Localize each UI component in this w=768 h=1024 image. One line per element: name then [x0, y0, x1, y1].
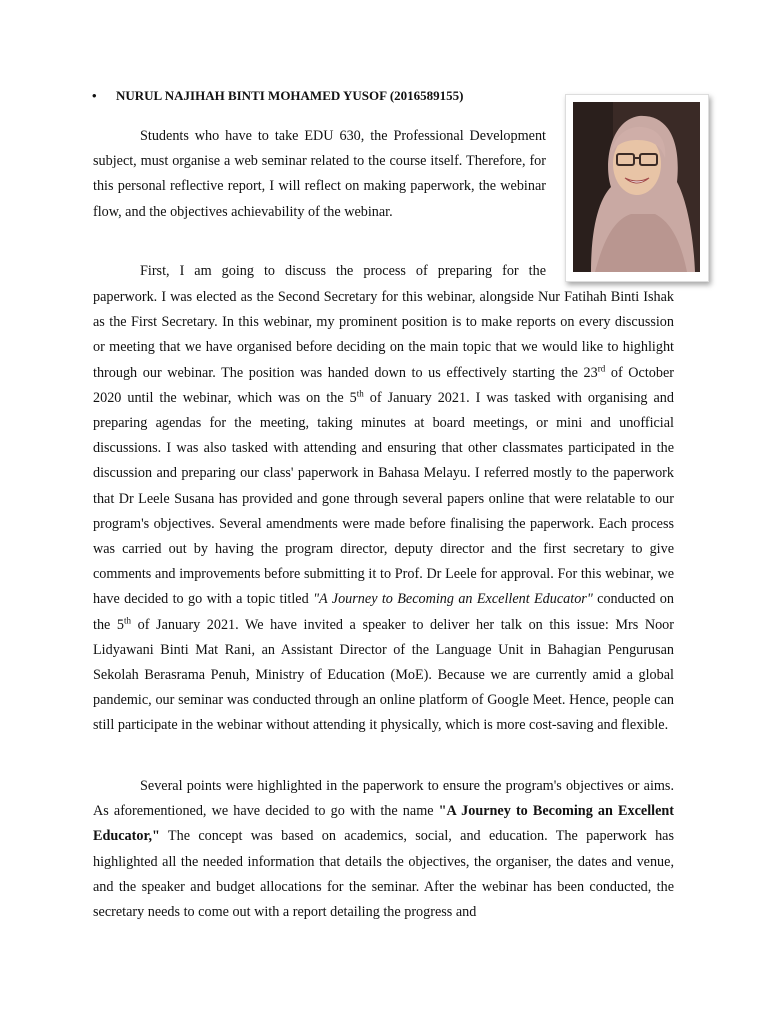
webinar-title-italic: "A Journey to Becoming an Excellent Educator" [313, 591, 593, 608]
author-heading-text: NURUL NAJIHAH BINTI MOHAMED YUSOF (2016589155) [116, 88, 464, 103]
superscript-th-1: th [356, 388, 364, 399]
paragraph-2 [93, 285, 674, 739]
paragraph-3-part-b: The concept was based on academics, social, and education. The paperwork has highlighted all the needed information that details the objectives, the organiser, the dates and venue, and the speaker and budget allocations for the seminar. After the webinar has been conducted, the secretary needs to come out with a report detailing the progress and [93, 828, 674, 921]
paragraph-2-part-a: paperwork. I was elected as the Second Secretary for this webinar, alongside Nur Fatihah Binti Ishak as the First Secretary. In this webinar, my prominent position is to make reports on every discussion or meeting that we have organised before deciding on the main topic that we would like to highlight through our webinar. The position was handed down to us effectively starting the 23 [93, 289, 674, 381]
bullet-icon: • [92, 88, 97, 103]
paragraph-3 [93, 774, 674, 925]
superscript-th-2: th [124, 614, 132, 625]
paragraph-2-part-e: of January 2021. We have invited a speaker to deliver her talk on this issue: Mrs Noor Lidyawani Binti Mat Rani, an Assistant Director of the Language Unit in Bahagian Pengurusan Sekolah Berasrama Penuh, Ministry of Education (MoE). Because we are currently amid a global pandemic, our seminar was conducted through an online platform of Google Meet. Hence, people can still participate in the webinar without attending it physically, which is more cost-saving and flexible. [93, 616, 674, 734]
paragraph-2-first-line [93, 259, 546, 284]
author-heading [92, 88, 464, 104]
paragraph-2-first-line-text: First, I am going to discuss the process of preparing for the [140, 263, 546, 279]
paragraph-2-body [93, 285, 674, 739]
paragraph-2-part-b: of October 2020 until the webinar, which was on the 5 [93, 364, 674, 406]
superscript-rd: rd [597, 362, 606, 373]
paragraph-2-part-c: of January 2021. I was tasked with organising and preparing agendas for the meeting, taking minutes at board meetings, or mini and unofficial discussions. I was also tasked with attending and ensuring that other classmates participated in the discussion and preparing our class' paperwork in Bahasa Melayu. I referred mostly to the paperwork that Dr Leele Susana has provided and gone through several papers online that were relatable to our program's objectives. Several amendments were made before finalising the paperwork. Each process was carried out by having the program director, deputy director and the first secretary to give comments and improvements before submitting it to Prof. Dr Leele for approval. For this webinar, we have decided to go with a topic titled [93, 389, 674, 608]
portrait-photo-icon [573, 102, 700, 272]
paragraph-1-text: Students who have to take EDU 630, the Professional Development subject, must organise a web seminar related to the course itself. Therefore, for this personal reflective report, I will reflect on making paperwork, the webinar flow, and the objectives achievability of the webinar. [93, 128, 546, 220]
webinar-title-bold: "A Journey to Becoming an Excellent Educator," [93, 803, 675, 845]
author-photo [565, 94, 709, 282]
paragraph-1 [93, 124, 546, 225]
paragraph-2-part-d: conducted on the 5 [93, 591, 674, 633]
paragraph-3-part-a: Several points were highlighted in the paperwork to ensure the program's objectives or aims. As aforementioned, we have decided to go with the name [93, 778, 674, 820]
paragraph-3-body [93, 774, 674, 925]
